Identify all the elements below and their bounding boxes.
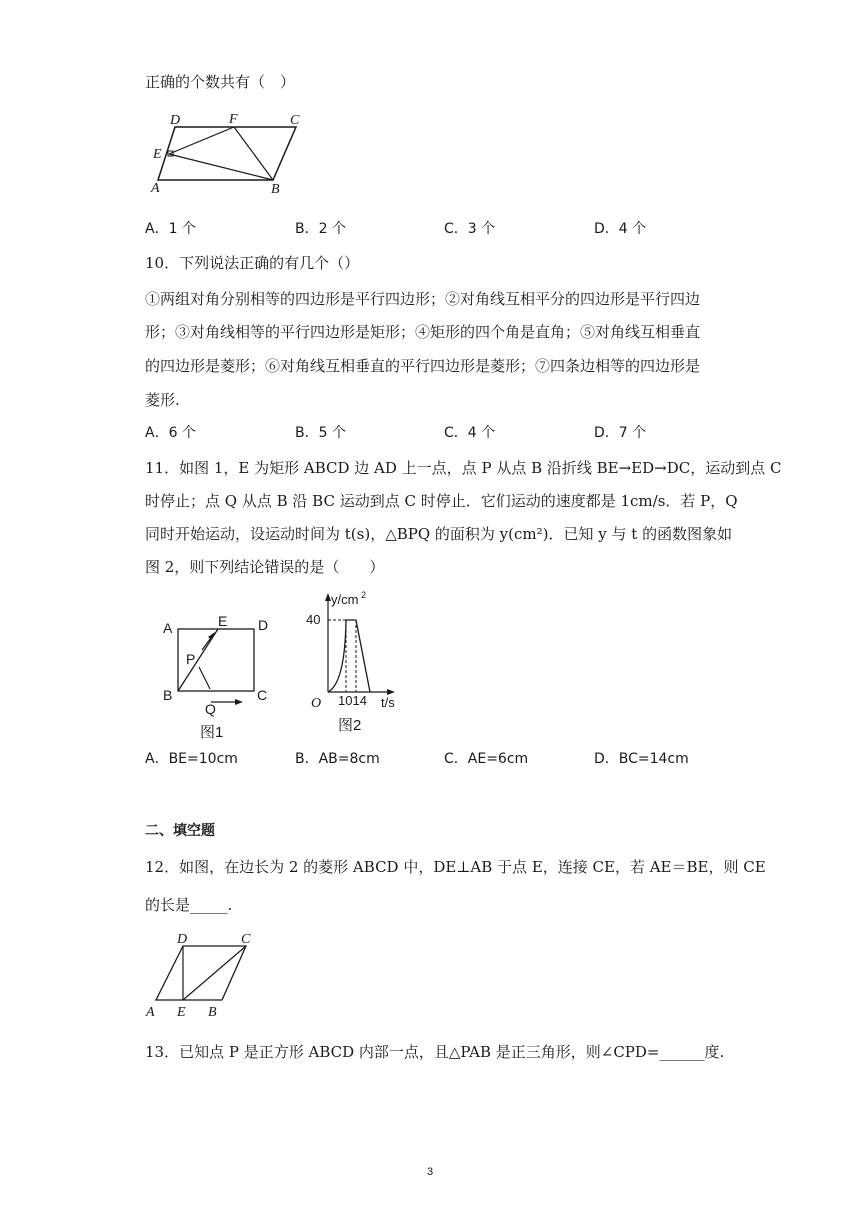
q10-line-4: 菱形.: [145, 391, 180, 409]
q12-label-c: C: [241, 932, 251, 947]
q12-label-d: D: [177, 932, 188, 947]
fig2-x-ticks: 1014: [338, 693, 367, 708]
fig1-label-p: P: [186, 651, 196, 667]
q12-line-2: 的长是_____.: [145, 896, 233, 914]
q10-option-a: A．6 个: [145, 425, 196, 441]
fig1-label-q: Q: [205, 701, 216, 717]
q9-label-e: E: [153, 147, 162, 162]
q10-option-c: C．4 个: [444, 425, 496, 441]
q11-option-c: C．AE=6cm: [444, 751, 529, 767]
fig2-y-axis-label: y/cm: [331, 592, 359, 607]
q11-line-3: 同时开始运动，设运动时间为 t(s)，△BPQ 的面积为 y(cm²)．已知 y 与 t 的函数图象如: [145, 525, 733, 543]
q9-figure: [148, 108, 308, 200]
q9-label-b: B: [271, 182, 280, 197]
q11-option-d: D．BC=14cm: [594, 751, 689, 767]
fig2-y-value: 40: [306, 612, 321, 627]
q9-option-b: B．2 个: [295, 221, 346, 237]
fig1-label-e: E: [218, 613, 228, 629]
q9-option-d: D．4 个: [594, 221, 647, 237]
q12-label-a: A: [146, 1005, 155, 1020]
q10-option-b: B．5 个: [295, 425, 346, 441]
q11-option-a: A．BE=10cm: [145, 751, 238, 767]
q9-label-c: C: [290, 113, 300, 128]
q12-label-e: E: [177, 1005, 186, 1020]
q9-option-a: A．1 个: [145, 221, 196, 237]
q13-text: 13．已知点 P 是正方形 ABCD 内部一点，且△PAB 是正三角形，则∠CPD=______度.: [145, 1043, 725, 1061]
fig1-caption: 图1: [200, 724, 224, 741]
fig2-origin: O: [311, 696, 322, 711]
q9-label-d: D: [170, 113, 181, 128]
q12-label-b: B: [208, 1005, 217, 1020]
q9-option-c: C．3 个: [444, 221, 496, 237]
fig1-label-b: B: [163, 687, 173, 703]
q10-line-2: 形；③对角线相等的平行四边形是矩形；④矩形的四个角是直角；⑤对角线互相垂直: [145, 323, 701, 341]
fig2-caption: 图2: [338, 717, 362, 734]
q9-stem-tail: 正确的个数共有（ ）: [145, 73, 296, 91]
q11-line-4: 图 2，则下列结论错误的是（ ）: [145, 558, 385, 576]
q12-figure: [142, 926, 267, 1022]
q11-option-b: B．AB=8cm: [295, 751, 380, 767]
q11-figure-1: [155, 610, 285, 745]
section-heading-fill-blank: 二、填空题: [145, 823, 215, 839]
q11-line-2: 时停止；点 Q 从点 B 沿 BC 运动到点 C 时停止．它们运动的速度都是 1cm/s．若 P，Q: [145, 492, 738, 510]
q10-line-1: ①两组对角分别相等的四边形是平行四边形；②对角线互相平分的四边形是平行四边: [145, 290, 701, 308]
fig2-y-axis-exp: 2: [361, 590, 367, 600]
q9-label-f: F: [229, 112, 238, 127]
fig1-label-d: D: [258, 617, 269, 633]
fig1-label-a: A: [163, 620, 173, 636]
q9-label-a: A: [151, 181, 160, 196]
q10-option-d: D．7 个: [594, 425, 647, 441]
q12-line-1: 12．如图，在边长为 2 的菱形 ABCD 中，DE⊥AB 于点 E，连接 CE，若 AE＝BE，则 CE: [145, 858, 766, 876]
fig2-x-axis-label: t/s: [381, 695, 395, 710]
q10-stem: 10．下列说法正确的有几个（）: [145, 254, 360, 272]
q11-figure-2: [300, 588, 410, 745]
q11-line-1: 11．如图 1，E 为矩形 ABCD 边 AD 上一点，点 P 从点 B 沿折线 BE→ED→DC，运动到点 C: [145, 459, 782, 477]
q10-line-3: 的四边形是菱形；⑥对角线互相垂直的平行四边形是菱形；⑦四条边相等的四边形是: [145, 357, 701, 375]
fig1-label-c: C: [257, 687, 268, 703]
page-number: 3: [426, 1166, 434, 1178]
